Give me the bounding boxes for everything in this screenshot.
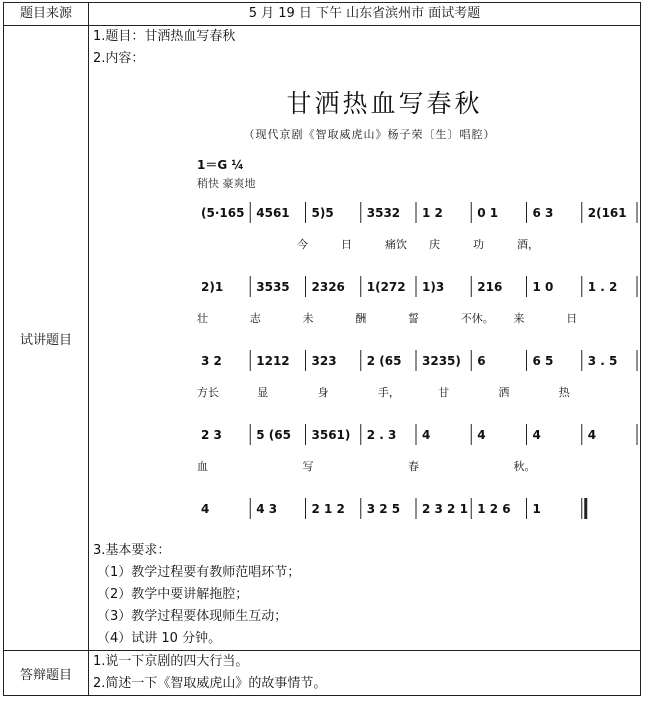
key-signature: 1＝G ¼ — [197, 158, 244, 172]
requirements — [89, 540, 640, 650]
qa-question: 1.说一下京剧的四大行当。 — [93, 654, 249, 669]
score-lyric: 甘 — [438, 386, 450, 399]
score-lyric: 写 — [302, 460, 314, 473]
qa-question: 2.简述一下《智取威虎山》的故事情节。 — [93, 676, 327, 691]
score-lyric: 显 — [257, 386, 269, 399]
qa-row — [4, 651, 641, 696]
lecture-content — [89, 26, 641, 651]
exam-table — [3, 2, 641, 696]
score-note: 2 (65 — [366, 354, 402, 368]
music-score — [89, 146, 640, 536]
score-lyric: 来 — [513, 312, 525, 325]
score-note: 4 — [422, 428, 431, 442]
score-note: 2 3 2 1 — [422, 502, 468, 516]
score-note: 2(161 — [587, 206, 627, 220]
score-lyric: 未 — [302, 312, 314, 325]
score-note: 5)5 — [311, 206, 334, 220]
score-barlines — [89, 146, 639, 536]
score-note: 1)3 — [422, 280, 445, 294]
score-lyric: 庆 — [429, 238, 440, 251]
score-lyric: 志 — [249, 312, 261, 325]
score-lyric: 痛饮 — [385, 238, 407, 251]
score-note: 5 (65 — [256, 428, 291, 442]
score-note: 3535 — [256, 280, 290, 294]
song-subtitle: （现代京剧《智取威虎山》杨子荣〔生〕唱腔） — [243, 128, 496, 141]
score-note: 1 0 — [532, 280, 554, 294]
score-note: 3532 — [366, 206, 401, 220]
source-label: 题目来源 — [4, 3, 89, 26]
score-lyric: 手， — [377, 386, 400, 399]
score-note: 3 2 5 — [366, 502, 401, 516]
header-row — [4, 3, 641, 26]
lecture-label: 试讲题目 — [4, 26, 89, 651]
score-lyric: 洒 — [498, 386, 510, 399]
score-lyric: 身 — [317, 386, 329, 399]
requirement-item: （3）教学过程要体现师生互动； — [97, 609, 288, 624]
score-note: 4 — [532, 428, 541, 442]
score-note: 3 2 — [201, 354, 222, 368]
score-note: 2 1 2 — [311, 502, 345, 516]
score-lyric: 誓 — [408, 312, 419, 325]
score-lyric: 不休。 — [460, 312, 494, 325]
score-note: 4 — [477, 428, 486, 442]
score-note: 4 — [587, 428, 597, 442]
score-lyric: 功 — [473, 238, 484, 251]
score-note: 3 . 5 — [587, 354, 618, 368]
score-lyric: 日 — [566, 312, 578, 325]
score-note: 2 3 — [201, 428, 222, 442]
requirements-label: 3.基本要求： — [93, 543, 171, 558]
score-note: 1(272 — [366, 280, 406, 294]
requirement-item: （4）试讲 10 分钟。 — [97, 631, 222, 646]
score-note: 1212 — [256, 354, 290, 368]
score-lyric: 酬 — [355, 312, 367, 325]
score-note: 4 — [201, 502, 210, 516]
score-note: 2)1 — [201, 280, 224, 294]
score-note: 1 . 2 — [587, 280, 618, 294]
score-lyric: 方长 — [197, 386, 219, 399]
score-note: 216 — [477, 280, 503, 294]
score-note: 4 3 — [256, 502, 278, 516]
score-note: 1 2 6 — [477, 502, 511, 516]
score-note: 6 5 — [532, 354, 554, 368]
requirement-item: （2）教学中要讲解拖腔； — [97, 587, 249, 602]
score-note: 3235) — [422, 354, 461, 368]
score-note: 3561) — [311, 428, 351, 442]
content-label: 2.内容： — [93, 51, 145, 66]
score-lyric: 酒， — [517, 238, 539, 251]
score-lyric: 今 — [297, 238, 308, 251]
score-note: 4561 — [256, 206, 290, 220]
score-note: 6 — [477, 354, 486, 368]
score-note: 0 1 — [477, 206, 499, 220]
lecture-row — [4, 26, 641, 651]
source-value: 5 月 19 日 下午 山东省滨州市 面试考题 — [89, 3, 641, 26]
score-lyric: 血 — [197, 460, 208, 473]
score-note: 323 — [311, 354, 337, 368]
score-note: (5·165 — [201, 206, 245, 220]
score-lyric: 秋。 — [513, 460, 536, 473]
requirement-item: （1）教学过程要有教师范唱环节； — [97, 565, 301, 580]
score-note: 1 — [532, 502, 541, 516]
score-note: 6 3 — [532, 206, 554, 220]
score-note: 2326 — [311, 280, 345, 294]
score-lyric: 春 — [408, 460, 419, 473]
lecture-topic: 1.题目：甘洒热血写春秋 — [93, 29, 236, 44]
score-note: 2 . 3 — [366, 428, 397, 442]
score-note: 1 2 — [422, 206, 443, 220]
tempo-marking: 稍快 豪爽地 — [197, 177, 256, 190]
score-lyric: 热 — [558, 386, 570, 399]
score-lyric: 壮 — [197, 312, 208, 325]
score-lyric: 日 — [341, 238, 352, 251]
qa-label: 答辩题目 — [4, 651, 89, 696]
qa-content — [89, 651, 641, 696]
song-title: 甘洒热血写春秋 — [286, 89, 483, 118]
